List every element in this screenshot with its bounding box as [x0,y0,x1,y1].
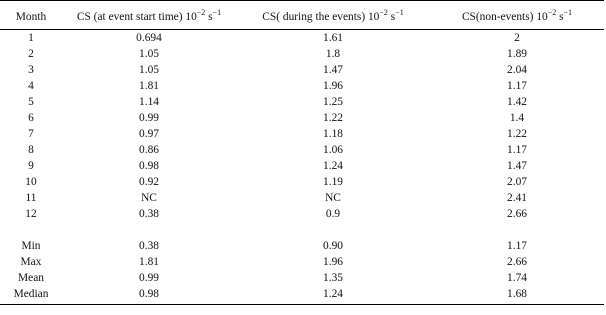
cell-cs-start: NC [141,192,157,204]
summary-row [0,238,604,254]
cell-cs-non: 2.04 [507,64,527,76]
cell-month: 9 [28,160,34,172]
cell-cs-non: 1.22 [507,128,527,140]
cell-cs-non: 1.47 [507,160,527,172]
cell-cs-start: 0.97 [139,128,159,140]
cell-cs-during: 1.19 [323,176,343,188]
header-cs-start [62,1,236,30]
cell-cs-non: 1.74 [507,272,527,284]
cell-month: 10 [25,176,37,188]
cell-cs-during: 1.47 [323,64,343,76]
table-row [0,190,604,206]
cell-cs-during: 1.35 [323,272,343,284]
cell-cs-non: 2.66 [507,208,527,220]
cell-cs-start: 0.38 [139,240,159,252]
cell-cs-non: 1.17 [507,80,527,92]
cell-cs-start: 1.05 [139,64,159,76]
table-row [0,30,604,47]
cell-cs-start: 0.99 [139,272,159,284]
cell-cs-during: 0.9 [325,208,341,220]
cell-month: 6 [28,112,34,124]
cell-cs-start: 1.14 [139,96,159,108]
cell-cs-non: 2.66 [507,256,527,268]
spacer-cell [0,222,604,238]
header-cs-during-label: CS( during the events) [262,10,366,23]
cell-stat-label: Min [21,240,41,252]
cell-cs-start: 0.38 [139,208,159,220]
table-row [0,78,604,94]
header-cs-non-unit: $10^{-2}$ $s^{-1}$ [536,7,573,23]
cell-cs-non: 1.68 [430,286,604,305]
table-row [0,46,604,62]
cell-cs-during: 1.18 [323,128,343,140]
cell-cs-start: 1.05 [139,48,159,60]
summary-row [0,286,604,305]
summary-row [0,254,604,270]
table-header [0,1,604,30]
cell-cs-start: 0.92 [139,176,159,188]
header-cs-non-label: CS(non-events) [461,10,534,23]
cell-cs-non: 1.17 [507,240,527,252]
cell-cs-non: 1.4 [509,112,525,124]
cell-month: 1 [28,32,34,44]
header-month-label: Month [15,10,47,23]
header-cs-non [430,1,604,30]
cell-month: 2 [28,48,34,60]
cell-month: 5 [28,96,34,108]
table-row [0,126,604,142]
header-cs-start-label: CS (at event start time) [76,10,183,23]
table-row [0,158,604,174]
cell-cs-during: 1.8 [325,48,341,60]
cell-cs-during: 1.25 [323,96,343,108]
cell-cs-non: 1.17 [507,144,527,156]
cell-cs-during: 1.06 [323,144,343,156]
header-month [0,1,62,30]
cell-cs-non: 1.89 [507,48,527,60]
header-cs-start-unit: $10^{-2}$ $s^{-1}$ [185,7,222,23]
table-row [0,174,604,190]
cell-month: 8 [28,144,34,156]
cell-cs-during: 1.24 [323,160,343,172]
cell-cs-during: NC [325,192,341,204]
cell-cs-non: 2.41 [507,192,527,204]
cell-month: 12 [25,208,37,220]
cell-stat-label: Mean [18,272,44,284]
table-row [0,62,604,78]
cell-stat-label: Median [0,286,62,305]
summary-row [0,270,604,286]
table-row [0,94,604,110]
table-row [0,110,604,126]
table-body [0,30,604,305]
cell-cs-non: 2.07 [507,176,527,188]
header-cs-during-unit: $10^{-2}$ $s^{-1}$ [367,7,404,23]
cell-cs-start: 0.694 [136,32,162,44]
header-cs-during [236,1,430,30]
cell-cs-during: 1.96 [323,80,343,92]
spacer-row [0,222,604,238]
cell-month: 3 [28,64,34,76]
table-row [0,142,604,158]
cell-cs-start: 0.98 [139,160,159,172]
cell-cs-start: 0.99 [139,112,159,124]
cell-cs-during: 1.24 [236,286,430,305]
cell-month: 11 [25,192,37,204]
table-row [0,206,604,222]
cell-cs-during: 1.96 [323,256,343,268]
cell-stat-label: Max [20,256,42,268]
cell-cs-start: 1.81 [139,80,159,92]
cell-cs-during: 1.22 [323,112,343,124]
cell-cs-during: 1.61 [323,32,343,44]
cell-cs-start: 1.81 [139,256,159,268]
cell-month: 7 [28,128,34,140]
cell-cs-non: 1.42 [507,96,527,108]
cell-cs-start: 0.98 [62,286,236,305]
cell-cs-start: 0.86 [139,144,159,156]
header-row [0,1,604,30]
cell-cs-non: 2 [514,32,520,44]
cell-cs-during: 0.90 [323,240,343,252]
cell-month: 4 [28,80,34,92]
